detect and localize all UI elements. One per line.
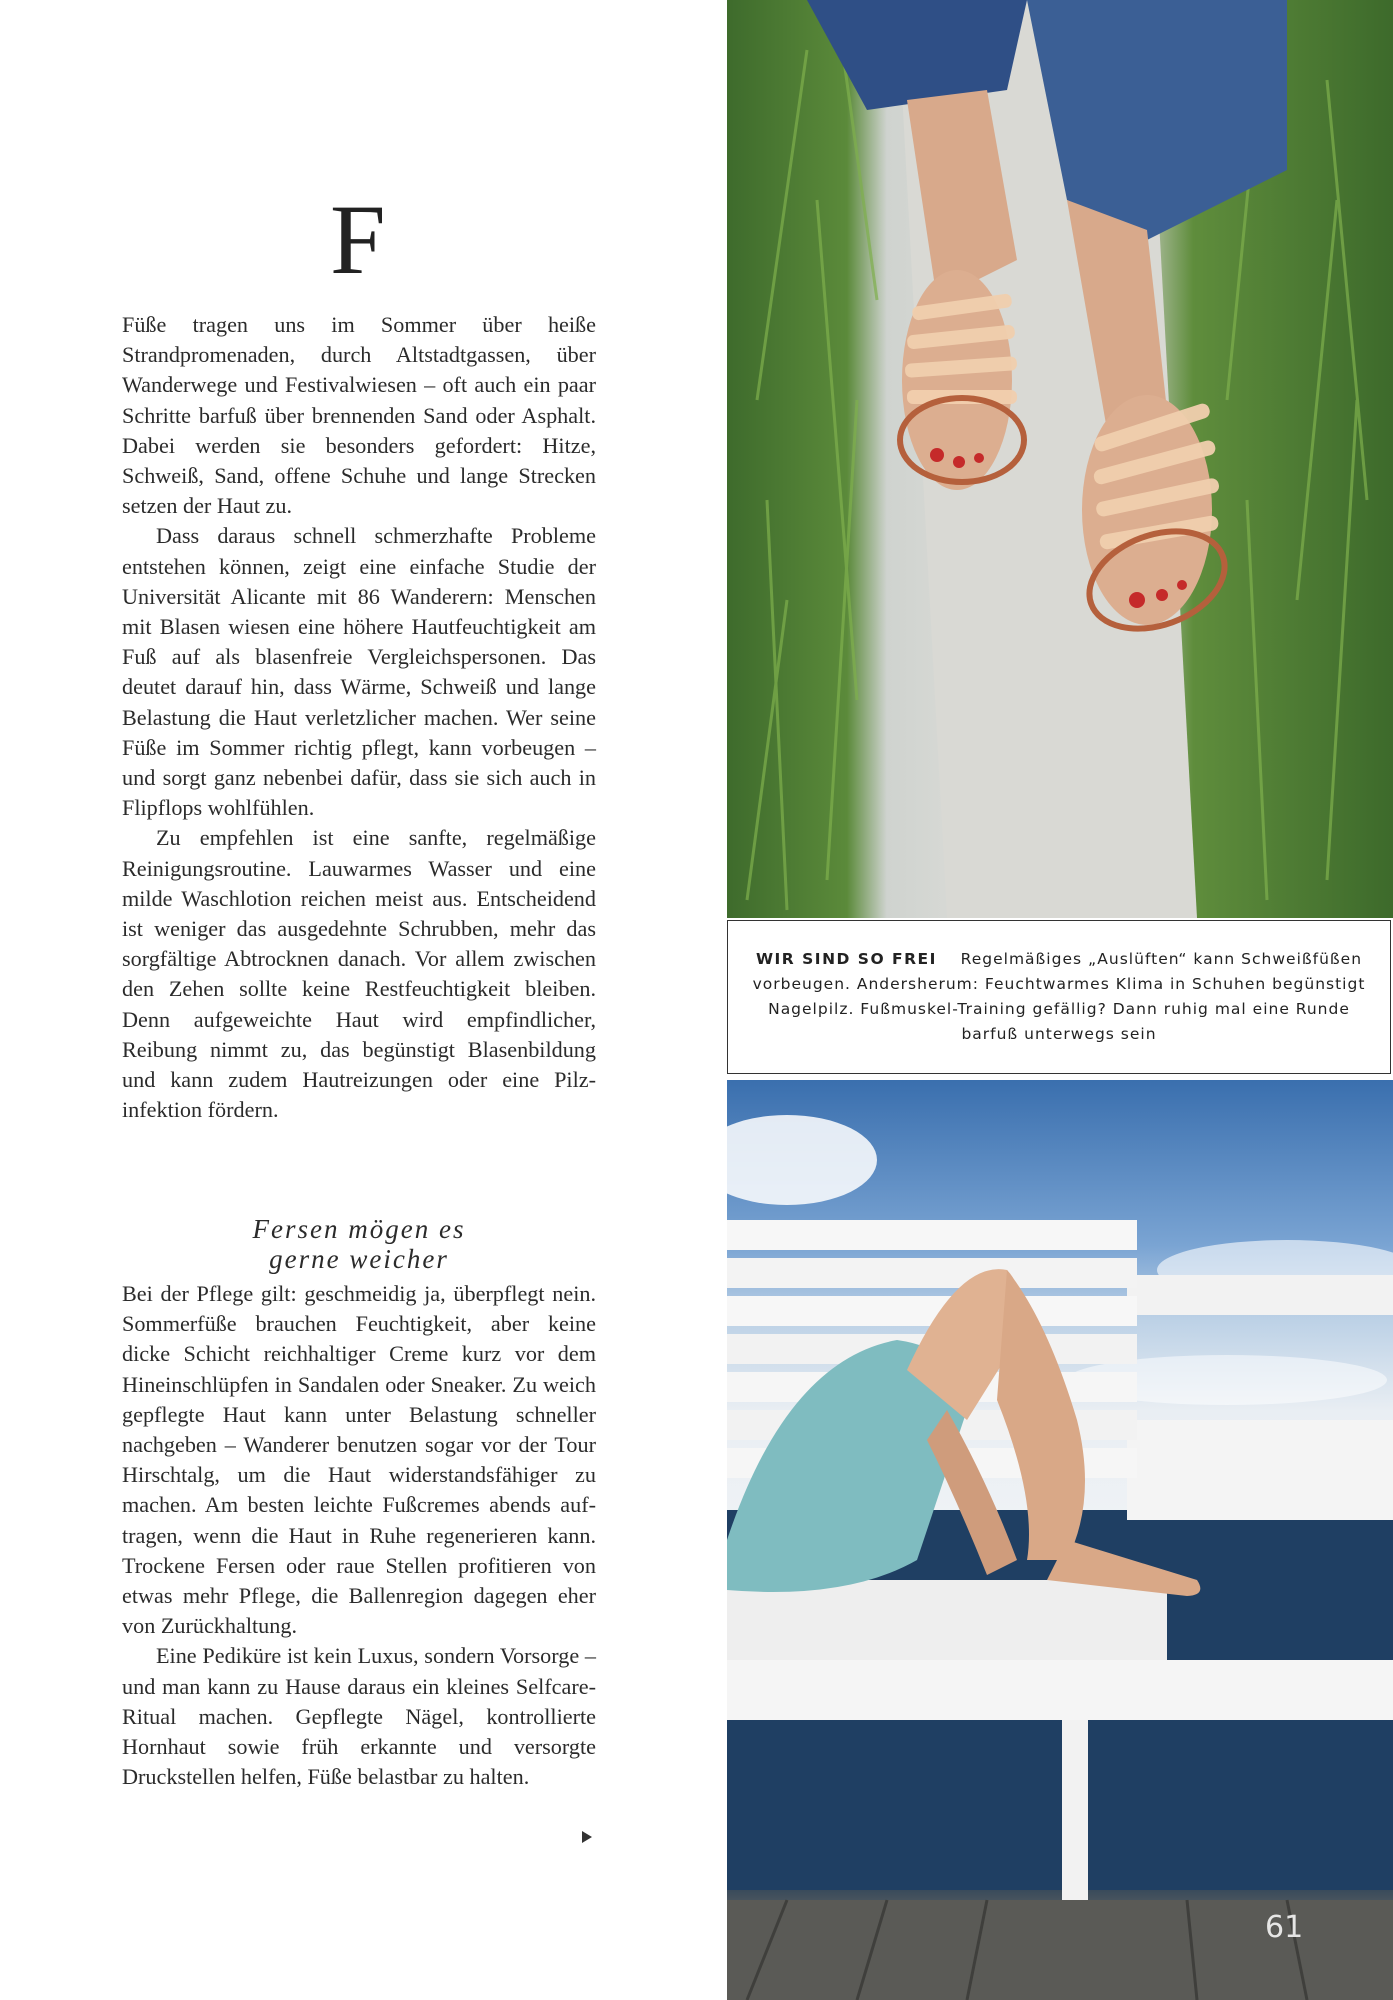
photo-bench-illustration [727, 1080, 1393, 2000]
body-text-block-2 [122, 1279, 596, 1792]
paragraph: Bei der Pflege gilt: geschmeidig ja, überpflegt nein. Sommerfüße brauchen Feuchtigkeit, aber keine dicke Schicht reichhaltiger Creme kurz vor dem Hineinschlüpfen in Sandalen oder Sneaker. Zu weich gepflegte Haut kann unter Belastung schneller nachgeben – Wanderer benutzen sogar vor der Tour Hirschtalg, um die Haut widerstandsfähiger zu machen. Am besten leichte Fußcremes abends auftragen, wenn die Haut in Ruhe regenerieren kann. Trockene Fersen oder raue Stellen profitieren von etwas mehr Pflege, die Ballenregion dagegen eher von Zurückhaltung. [122, 1281, 596, 1639]
paragraph: Dass daraus schnell schmerzhafte Probleme entstehen können, zeigt eine einfache Studie der Universität Alicante mit 86 Wanderern: Menschen mit Blasen wiesen eine höhere Hautfeuchtigkeit am Fuß auf als blasenfreie Vergleichspersonen. Das deutet darauf hin, dass Wärme, Schweiß und lange Belastung die Haut verletzlicher machen. Wer seine Füße im Sommer richtig pflegt, kann vorbeugen – und sorgt ganz nebenbei dafür, dass sie sich auch in Flipflops wohlfühlen. [122, 523, 596, 821]
subheading-line-1: Fersen mögen es [252, 1214, 466, 1244]
drop-cap: F [330, 184, 386, 295]
photo-bench-by-sea [727, 1080, 1393, 2000]
photo-feet-sandals-illustration [727, 0, 1393, 918]
paragraph: Eine Pediküre ist kein Luxus, sondern Vorsorge – und man kann zu Hause daraus ein kleines Selfcare-Ritual machen. Gepflegte Nägel, kontrollierte Hornhaut sowie früh erkannte und versorgte Druckstellen helfen, Füße belastbar zu halten. [122, 1643, 596, 1790]
page-number: 61 [1265, 1910, 1304, 1945]
photo-caption [744, 947, 1374, 1047]
caption-text: Regelmäßiges „Auslüften“ kann Schweißfüßen vorbeugen. Andersherum: Feuchtwarmes Klima in Schuhen begünstigt Nagelpilz. Fußmuskel-Training gefällig? Dann ruhig mal eine Runde barfuß unterwegs sein [752, 950, 1366, 1043]
paragraph: Füße tragen uns im Sommer über heiße Strandpromenaden, durch Altstadtgassen, über Wanderwege und Festivalwiesen – oft auch ein paar Schritte barfuß über brennenden Sand oder Asphalt. Dabei werden sie besonders gefordert: Hitze, Schweiß, Sand, offene Schuhe und lange Strecken setzen der Haut zu. [122, 312, 596, 519]
photo-feet-sandals [727, 0, 1393, 918]
caption-spacer [943, 950, 955, 968]
subheading-line-2: gerne weicher [269, 1244, 449, 1274]
body-text-block-1 [122, 310, 596, 1125]
caption-lead: WIR SIND SO FREI [755, 950, 937, 968]
paragraph: Zu empfehlen ist eine sanfte, regelmäßige Reinigungsroutine. Lauwarmes Wasser und eine milde Waschlotion reichen meist aus. Entscheidend ist weniger das ausgedehnte Schrubben, mehr das sorgfältige Abtrocknen danach. Vor allem zwischen den Zehen sollte keine Restfeuchtigkeit bleiben. Denn aufgeweichte Haut wird empfindlicher, Reibung nimmt zu, das begünstigt Blasenbildung und kann zudem Hautreizungen oder eine Pilzinfektion fördern. [122, 825, 596, 1123]
subheading [122, 1214, 596, 1274]
end-of-article-triangle-icon [582, 1831, 592, 1843]
photo-caption-box [727, 920, 1391, 1074]
